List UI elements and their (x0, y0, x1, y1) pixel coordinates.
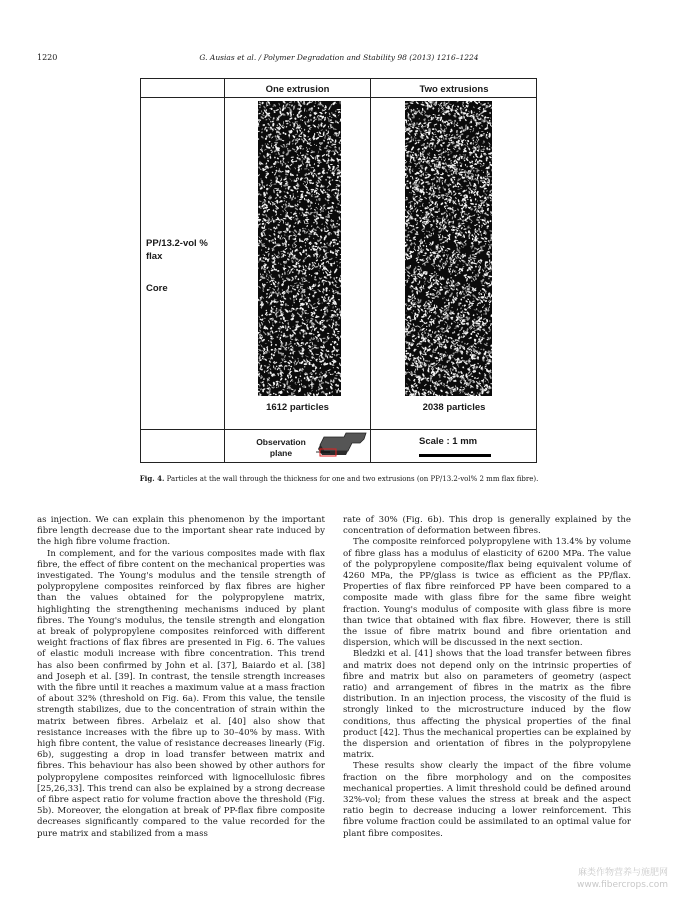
left-text-column (37, 515, 325, 840)
caption-label: Fig. 4. (139, 474, 165, 483)
row-label-material-2: flax (146, 251, 163, 262)
particle-count-two: 2038 particles (422, 402, 486, 413)
particle-count-one: 1612 particles (266, 402, 329, 413)
observation-label-line1: Observation (256, 437, 306, 447)
watermark-line1: 麻类作物营养与施肥网 (577, 868, 668, 878)
row-label-core: Core (146, 283, 168, 294)
right-text-column (343, 515, 631, 840)
particles-image-one-extrusion (258, 101, 341, 396)
observation-label-line2: plane (269, 448, 293, 458)
particle-texture (405, 101, 492, 396)
paragraph: Bledzki et al. [41] shows that the load transfer between fibres and matrix does not depend only on the intrinsic properties of fibre and matrix but also on parameters of geometry (aspect ratio) and arrangement of fibres in the matrix as the fibre distribution. In an injection process, the viscosity of the fluid is strongly linked to the microstructure induced by the flow conditions, thus affecting the physical properties of the final product [42]. Thus the mechanical properties can be explained by the dispersion and orientation of fibres in the polypropylene matrix. (343, 649, 631, 761)
page-number: 1220 (37, 53, 58, 62)
particles-image-two-extrusions (405, 101, 492, 396)
paragraph: In complement, and for the various composites made with flax fibre, the effect of fibre content on the mechanical properties was investigated. The Young's modulus and the tensile strength of polypropylene composites reinforced by flax fibres are higher than the values obtained for the polypropylene matrix, highlighting the strengthening mechanisms induced by plant fibres. The Young's modulus, the tensile strength and elongation at break of polypropylene composites reinforced with different weight fractions of flax fibres are presented in Fig. 6. The values of elastic moduli increase with fibre concentration. This trend has also been confirmed by John et al. [37], Baiardo et al. [38] and Joseph et al. [39]. In contrast, the tensile strength increases with the fibre until it reaches a maximum value at a mass fraction of about 32% (threshold on Fig. 6a). From this value, the tensile strength stabilizes, due to the concentration of strain within the matrix between fibres. Arbelaiz et al. [40] also show that resistance increases with the fibre up to 30–40% by mass. With high fibre content, the value of resistance decreases linearly (Fig. 6b), suggesting a drop in load transfer between matrix and fibres. This behaviour has also been showed by other authors for polypropylene composites reinforced with lignocellulosic fibres [25,26,33]. This trend can also be explained by a strong decrease of fibre aspect ratio for volume fraction above the threshold (Fig. 5b). Moreover, the elongation at break of PP-flax fibre composite decreases significantly compared to the value recorded for the pure matrix and stabilized from a mass (37, 548, 325, 839)
scale-bar (419, 454, 491, 457)
observation-plane-label (241, 437, 321, 459)
column-header-two-extrusions: Two extrusions (419, 84, 489, 95)
table-divider (141, 429, 536, 430)
paragraph: These results show clearly the impact of the fibre volume fraction on the fibre morphology and on the composites mechanical properties. A limit threshold could be defined around 32%-vol; from these values the stress at break and the aspect ratio begin to decrease inducing a lower reinforcement. This fibre volume fraction could be assimilated to an optimal value for plant fibre composites. (343, 761, 631, 839)
journal-reference: G. Ausias et al. / Polymer Degradation and Stability 98 (2013) 1216–1224 (199, 53, 479, 62)
row-label-material: PP/13.2-vol % (146, 238, 208, 249)
paragraph: The composite reinforced polypropylene with 13.4% by volume of fibre glass has a modulus of elasticity of 6200 MPa. The value of the polypropylene composite/flax being equivalent volume of 4260 MPa, the PP/glass is twice as efficient as the PP/flax. Properties of flax fibre reinforced PP have been compared to a composite made with glass fibre for the same fibre weight fraction. Young's modulus of composite with glass fibre is more than twice that obtained with flax fibre. However, there is still the issue of fibre matrix bound and fibre orientation and dispersion, which will be discussed in the next section. (343, 537, 631, 649)
particle-texture (258, 101, 341, 396)
paragraph: rate of 30% (Fig. 6b). This drop is generally explained by the concentration of deformation between fibres. (343, 515, 631, 537)
caption-text: Particles at the wall through the thickness for one and two extrusions (on PP/13.2-vol% 2 mm flax fibre). (166, 475, 539, 483)
scale-label: Scale : 1 mm (419, 436, 478, 447)
figure-4-table (140, 78, 537, 463)
figure-caption (0, 474, 678, 483)
sample-plate-icon (316, 431, 372, 461)
paragraph: as injection. We can explain this phenomenon by the important fibre length decrease due to the important shear rate induced by the high fibre volume fraction. (37, 515, 325, 548)
watermark-line2: www.fibercrops.com (577, 880, 668, 890)
column-header-one-extrusion: One extrusion (265, 84, 330, 95)
site-watermark (577, 867, 668, 891)
table-divider (141, 97, 536, 98)
